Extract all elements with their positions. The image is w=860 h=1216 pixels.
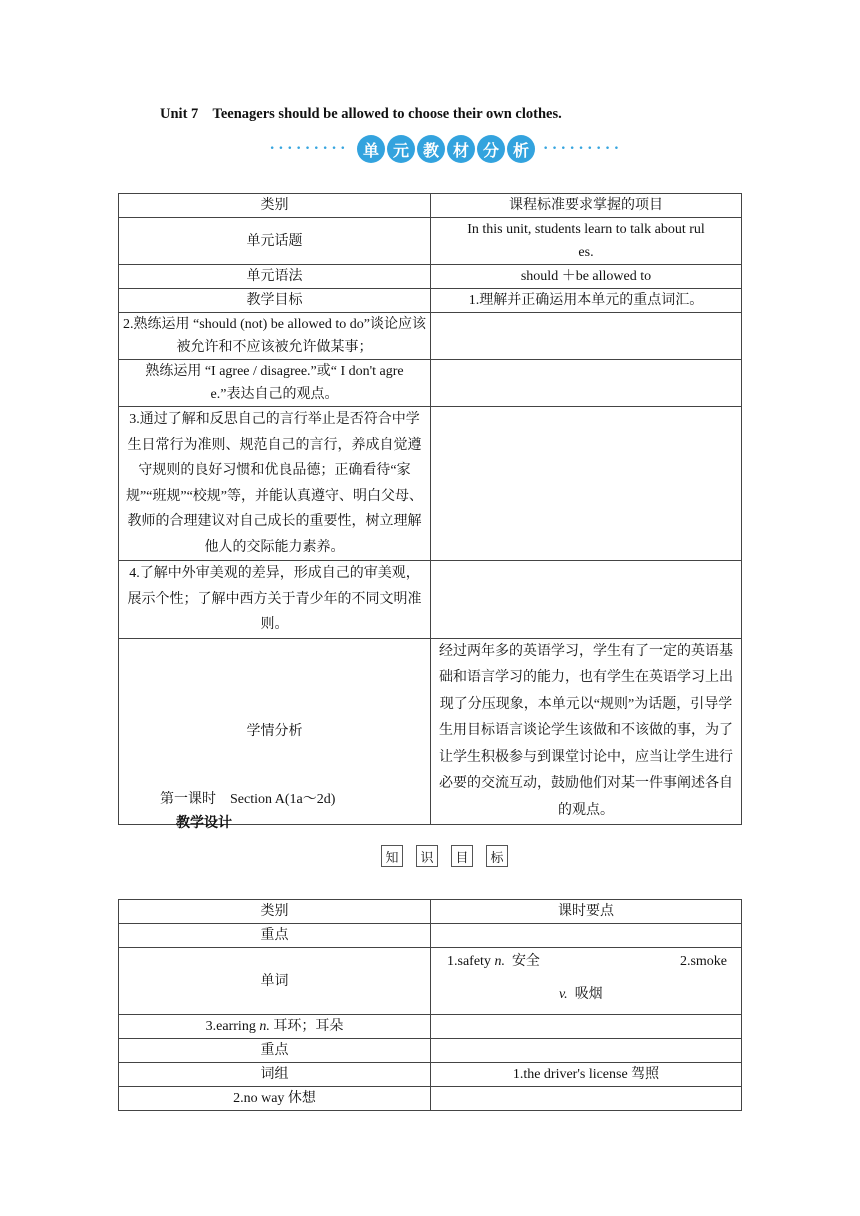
banner-title	[357, 135, 535, 163]
header-cell: 类别	[119, 900, 431, 924]
section-banner	[269, 133, 623, 165]
unit-title: Unit 7 Teenagers should be allowed to choose their own clothes.	[160, 106, 562, 122]
table-cell: 单词	[119, 948, 431, 1015]
heading-char-box: 标	[486, 845, 508, 867]
table-row	[119, 1087, 742, 1111]
table-row	[119, 1063, 742, 1087]
table-cell: 1.the driver's license 驾照	[431, 1063, 742, 1087]
table-row	[119, 1015, 742, 1039]
table-cell: In this unit, students learn to talk about rules.	[431, 218, 742, 265]
vocab-item: 2.smoke	[679, 954, 727, 969]
table-row	[119, 218, 742, 265]
banner-char: 教	[417, 135, 445, 163]
table-cell: 经过两年多的英语学习，学生有了一定的英语基础和语言学习的能力，也有学生在英语学习上出现了分压现象，本单元以“规则”为话题，引导学生用目标语言谈论学生该做和不该做的事，为了让学生积极参与到课堂讨论中，应当让学生进行必要的交流互动，鼓励他们对某一件事阐述各自的观点。	[431, 638, 742, 825]
heading-char-box: 知	[381, 845, 403, 867]
banner-char: 单	[357, 135, 385, 163]
unit-analysis-table	[118, 193, 742, 825]
table-cell	[431, 313, 742, 360]
table-cell: 单元语法	[119, 265, 431, 289]
table-cell: 词组	[119, 1063, 431, 1087]
table-header-row	[119, 900, 742, 924]
table-cell: 教学目标	[119, 289, 431, 313]
header-cell: 课时要点	[431, 900, 742, 924]
table-cell	[431, 407, 742, 561]
table-cell: 1.理解并正确运用本单元的重点词汇。	[431, 289, 742, 313]
vocab-item: 1.safety n. 安全	[447, 954, 540, 969]
table-row	[119, 948, 742, 1015]
table-cell: 3.earring n. 耳环；耳朵	[119, 1015, 431, 1039]
banner-char: 元	[387, 135, 415, 163]
table-cell	[431, 924, 742, 948]
table-cell: 熟练运用 “I agree / disagree.”或“ I don't agree.”表达自己的观点。	[119, 360, 431, 407]
banner-dots-right: ·········	[543, 140, 623, 157]
table-cell: 重点	[119, 924, 431, 948]
table-cell	[431, 561, 742, 639]
table-cell	[431, 1039, 742, 1063]
table-row	[119, 289, 742, 313]
banner-char: 分	[477, 135, 505, 163]
table-header-row	[119, 194, 742, 218]
table-cell: should ＋be allowed to	[431, 265, 742, 289]
vocab-item: v. 吸烟	[559, 987, 603, 1002]
header-cell: 类别	[119, 194, 431, 218]
knowledge-goals-heading	[381, 845, 508, 867]
table-cell	[431, 1087, 742, 1111]
table-row	[119, 1039, 742, 1063]
table-row	[119, 407, 742, 561]
table-cell: 学情分析	[119, 638, 431, 825]
table-row	[119, 561, 742, 639]
lesson-title: 第一课时 Section A(1a～2d)	[160, 792, 336, 807]
table-cell: 重点	[119, 1039, 431, 1063]
vocabulary-cell	[431, 948, 742, 1015]
banner-char: 材	[447, 135, 475, 163]
table-cell: 单元话题	[119, 218, 431, 265]
table-cell	[431, 1015, 742, 1039]
header-cell: 课程标准要求掌握的项目	[431, 194, 742, 218]
heading-char-box: 目	[451, 845, 473, 867]
table-cell: 2.熟练运用 “should (not) be allowed to do”谈论应该被允许和不应该被允许做某事；	[119, 313, 431, 360]
teaching-design-heading: 教学设计	[176, 815, 232, 831]
table-row	[119, 360, 742, 407]
table-row	[119, 313, 742, 360]
table-cell: 3.通过了解和反思自己的言行举止是否符合中学生日常行为准则、规范自己的言行，养成自觉遵守规则的良好习惯和优良品德；正确看待“家规”“班规”“校规”等，并能认真遵守、明白父母、教师的合理建议对自己成长的重要性，树立理解他人的交际能力素养。	[119, 407, 431, 561]
table-cell: 4.了解中外审美观的差异，形成自己的审美观，展示个性；了解中西方关于青少年的不同文明准则。	[119, 561, 431, 639]
table-row	[119, 265, 742, 289]
banner-char: 析	[507, 135, 535, 163]
table-cell: 2.no way 休想	[119, 1087, 431, 1111]
banner-dots-left: ·········	[269, 140, 349, 157]
table-cell	[431, 360, 742, 407]
heading-char-box: 识	[416, 845, 438, 867]
table-row	[119, 924, 742, 948]
knowledge-table	[118, 899, 742, 1111]
